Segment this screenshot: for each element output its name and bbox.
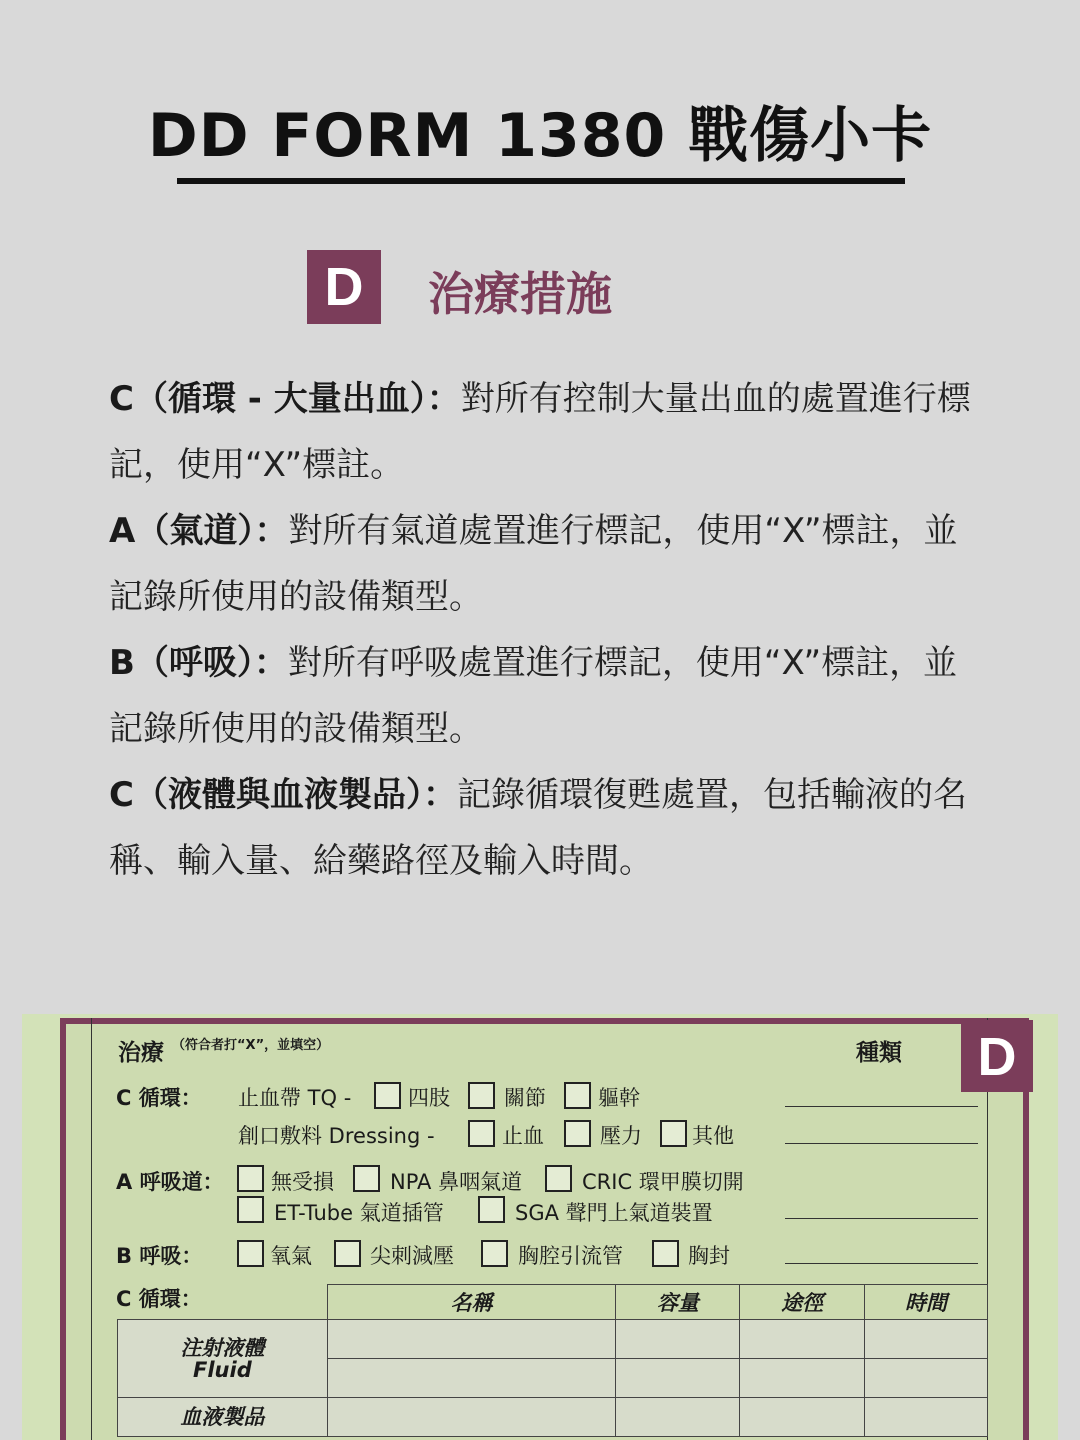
fluid-volume-cell[interactable] — [616, 1320, 740, 1359]
airway-ettube-checkbox[interactable] — [237, 1196, 264, 1223]
column-time-header: 時間 — [865, 1285, 988, 1320]
tq-junctional-checkbox[interactable] — [468, 1082, 495, 1109]
fluid-row-label: 注射液體 — [180, 1335, 265, 1360]
instruction-breathing — [109, 630, 979, 762]
dressing-hemostatic-label: 止血 — [502, 1124, 544, 1148]
fluids-label: C 循環： — [116, 1287, 202, 1311]
table-row — [118, 1320, 988, 1359]
airway-npa-label: NPA 鼻咽氣道 — [390, 1170, 523, 1194]
instruction-fluids — [109, 762, 979, 894]
instruction-text: 記錄循環復甦處置，包括輸液的名稱、輸入量、給藥路徑及輸入時間。 — [109, 775, 967, 881]
dressing-type-field[interactable] — [785, 1143, 978, 1144]
fluid-time-cell[interactable] — [865, 1320, 988, 1359]
blood-row-label: 血液製品 — [180, 1405, 265, 1429]
breathing-chest-seal-checkbox[interactable] — [652, 1240, 679, 1267]
breathing-chest-tube-label: 胸腔引流管 — [518, 1244, 623, 1268]
breathing-label: B 呼吸： — [116, 1244, 203, 1268]
breathing-type-field[interactable] — [785, 1263, 978, 1264]
tq-label: 止血帶 TQ - — [238, 1086, 352, 1110]
table-row — [118, 1398, 988, 1437]
blood-name-cell[interactable] — [327, 1398, 616, 1437]
instruction-label: A（氣道）： — [109, 511, 289, 551]
fluids-table-header — [118, 1285, 988, 1320]
dressing-other-label: 其他 — [692, 1124, 734, 1148]
airway-intact-checkbox[interactable] — [237, 1165, 264, 1192]
instruction-label: B（呼吸）： — [109, 643, 288, 683]
dressing-hemostatic-checkbox[interactable] — [468, 1120, 495, 1147]
airway-npa-checkbox[interactable] — [353, 1165, 380, 1192]
fluid-volume-cell[interactable] — [616, 1359, 740, 1398]
airway-sga-checkbox[interactable] — [478, 1196, 505, 1223]
title-underline — [177, 178, 905, 184]
fluid-time-cell[interactable] — [865, 1359, 988, 1398]
tq-limb-checkbox[interactable] — [374, 1082, 401, 1109]
circulation-label: C 循環： — [116, 1086, 202, 1110]
fluid-route-cell[interactable] — [740, 1320, 865, 1359]
form-note: （符合者打“X”，並填空） — [172, 1038, 330, 1053]
dressing-pressure-checkbox[interactable] — [564, 1120, 591, 1147]
airway-cric-checkbox[interactable] — [545, 1165, 572, 1192]
airway-intact-label: 無受損 — [271, 1170, 334, 1194]
form-title: 治療 — [118, 1040, 164, 1066]
fluid-route-cell[interactable] — [740, 1359, 865, 1398]
breathing-chest-tube-checkbox[interactable] — [481, 1240, 508, 1267]
column-route-header: 途徑 — [740, 1285, 865, 1320]
breathing-oxygen-checkbox[interactable] — [237, 1240, 264, 1267]
airway-cric-label: CRIC 環甲膜切開 — [582, 1170, 744, 1194]
breathing-oxygen-label: 氧氣 — [270, 1244, 312, 1268]
instruction-airway — [109, 498, 979, 630]
airway-ettube-label: ET-Tube 氣道插管 — [274, 1201, 444, 1225]
dressing-pressure-label: 壓力 — [600, 1124, 642, 1148]
section-heading: 治療措施 — [428, 267, 612, 321]
breathing-needle-decompression-label: 尖刺減壓 — [370, 1244, 454, 1268]
page-title: DD FORM 1380 戰傷小卡 — [147, 101, 933, 171]
blood-route-cell[interactable] — [740, 1398, 865, 1437]
blood-row-header — [118, 1398, 328, 1437]
fluid-name-cell[interactable] — [327, 1359, 616, 1398]
tq-truncal-checkbox[interactable] — [564, 1082, 591, 1109]
fluid-name-cell[interactable] — [327, 1320, 616, 1359]
instructions — [109, 366, 979, 894]
fluid-row-header — [118, 1320, 328, 1398]
instruction-label: C（循環 - 大量出血）： — [109, 379, 461, 419]
tq-truncal-label: 軀幹 — [598, 1086, 640, 1110]
fluid-row-label-en: Fluid — [193, 1357, 252, 1382]
column-name-header: 名稱 — [327, 1285, 616, 1320]
column-volume-header: 容量 — [616, 1285, 740, 1320]
instruction-text: 對所有控制大量出血的處置進行標記，使用“X”標註。 — [109, 379, 971, 485]
instruction-text: 對所有呼吸處置進行標記，使用“X”標註，並記錄所使用的設備類型。 — [109, 643, 958, 749]
breathing-chest-seal-label: 胸封 — [688, 1244, 730, 1268]
instruction-text: 對所有氣道處置進行標記，使用“X”標註，並記錄所使用的設備類型。 — [109, 511, 958, 617]
section-badge: D — [307, 250, 381, 324]
instruction-label: C（液體與血液製品）： — [109, 775, 457, 815]
tq-type-field[interactable] — [785, 1106, 978, 1107]
blood-volume-cell[interactable] — [616, 1398, 740, 1437]
blood-time-cell[interactable] — [865, 1398, 988, 1437]
airway-type-field[interactable] — [785, 1218, 978, 1219]
fluids-table — [117, 1284, 988, 1437]
airway-label: A 呼吸道： — [116, 1170, 224, 1194]
breathing-needle-decompression-checkbox[interactable] — [334, 1240, 361, 1267]
form-badge: D — [961, 1020, 1033, 1092]
tq-junctional-label: 關節 — [504, 1086, 546, 1110]
dressing-other-checkbox[interactable] — [660, 1120, 687, 1147]
type-header: 種類 — [856, 1040, 902, 1066]
airway-sga-label: SGA 聲門上氣道裝置 — [515, 1201, 713, 1225]
header-blank — [118, 1285, 328, 1320]
dressing-label: 創口敷料 Dressing - — [238, 1124, 435, 1148]
instruction-circulation-hemorrhage — [109, 366, 979, 498]
tq-limb-label: 四肢 — [408, 1086, 450, 1110]
